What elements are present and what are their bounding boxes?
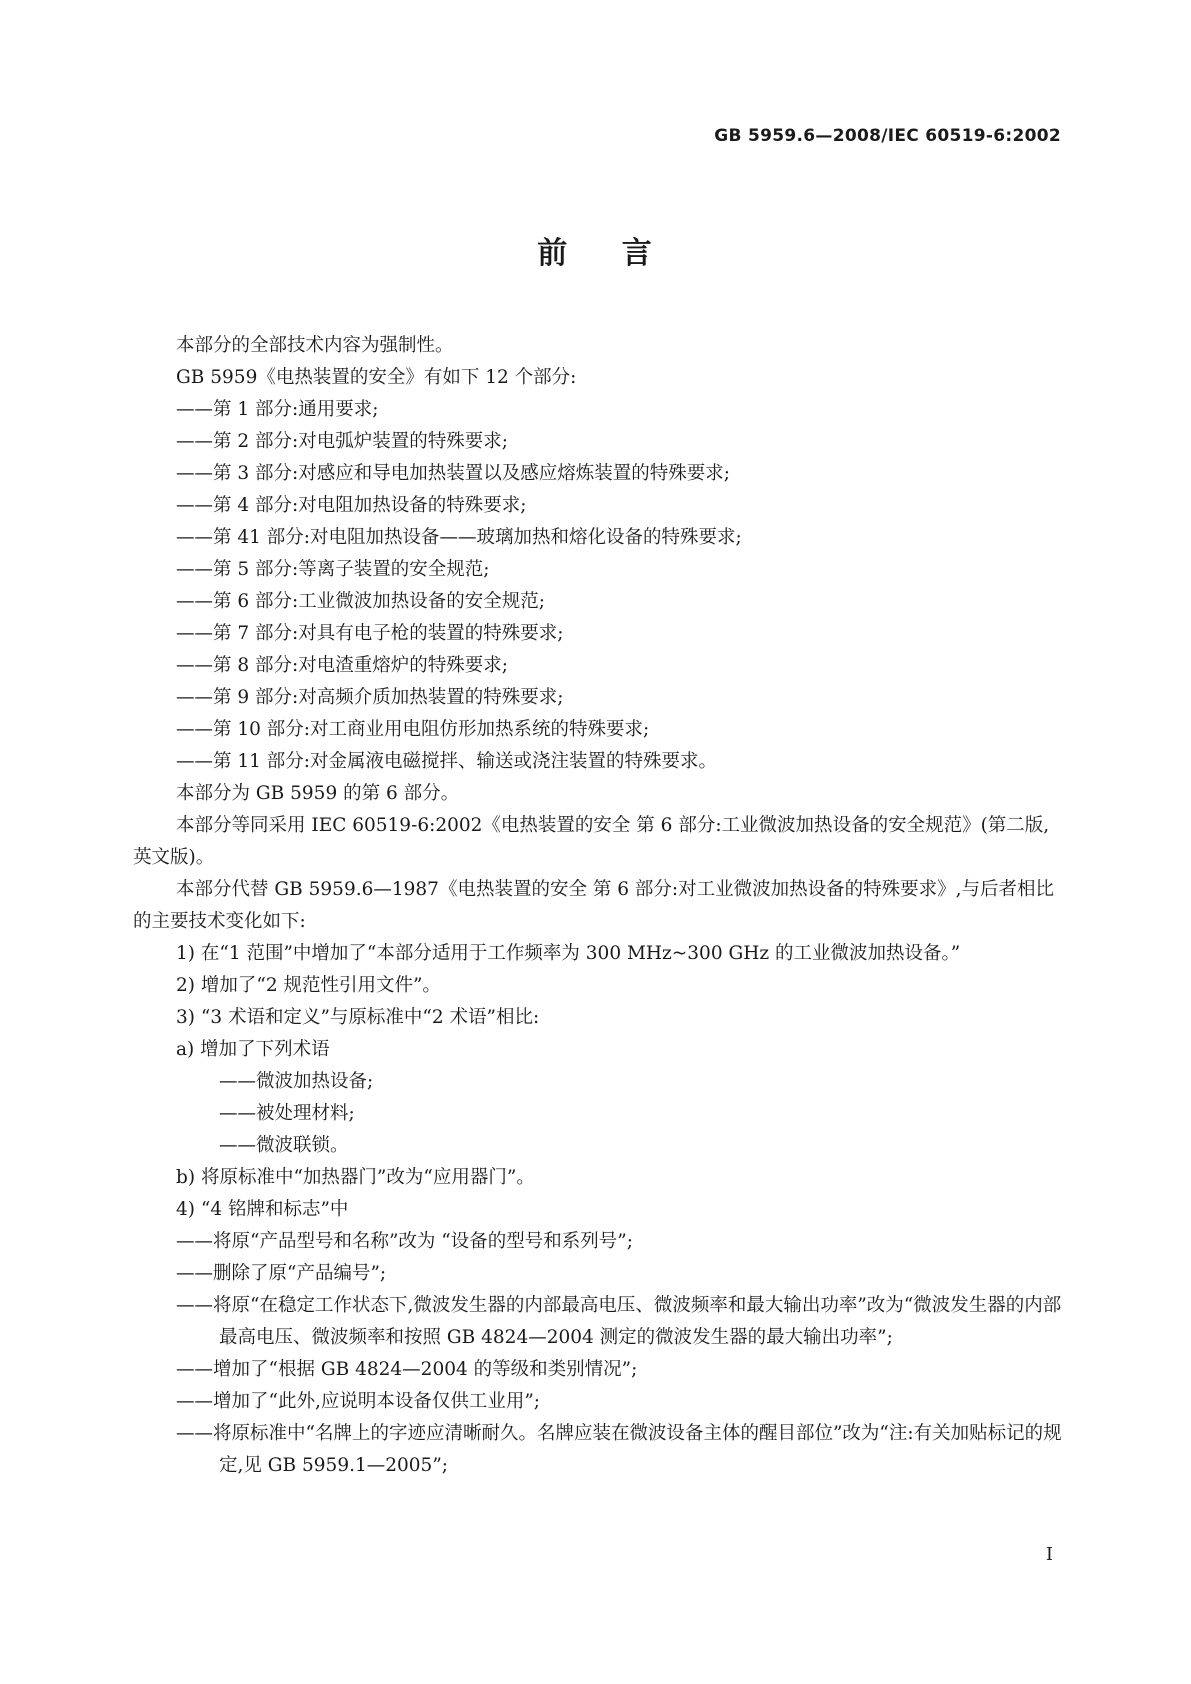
change-item-1: 1) 在“1 范围”中增加了“本部分适用于工作频率为 300 MHz~300 GHz 的工业微波加热设备。” [176, 943, 961, 964]
standard-number: GB 5959.6—2008/IEC 60519-6:2002 [714, 126, 1061, 146]
change-item-3b: b) 将原标准中“加热器门”改为“应用器门”。 [176, 1167, 535, 1188]
change-item-4: 4) “4 铭牌和标志”中 [176, 1199, 349, 1220]
paragraph-intro-parts: GB 5959《电热装置的安全》有如下 12 个部分: [176, 367, 577, 388]
paragraph-this-part: 本部分为 GB 5959 的第 6 部分。 [176, 783, 460, 804]
list-item-part: ——第 7 部分:对具有电子枪的装置的特殊要求; [176, 623, 564, 644]
page-number: I [1045, 1544, 1053, 1565]
page-title: 前 言 [537, 236, 654, 271]
list-item-part: ——第 3 部分:对感应和导电加热装置以及感应熔炼装置的特殊要求; [176, 463, 730, 484]
nameplate-change-item: ——将原“在稳定工作状态下,微波发生器的内部最高电压、微波频率和最大输出功率”改为“微波发生器的内部最高电压、微波频率和按照 GB 4824—2004 测定的微波发生器的最大输出功率”; [176, 1295, 1062, 1348]
list-item-part: ——第 6 部分:工业微波加热设备的安全规范; [176, 591, 545, 612]
list-item-part: ——第 2 部分:对电弧炉装置的特殊要求; [176, 431, 508, 452]
paragraph-replaces: 本部分代替 GB 5959.6—1987《电热装置的安全 第 6 部分:对工业微波加热设备的特殊要求》,与后者相比的主要技术变化如下: [133, 879, 1054, 932]
list-item-part: ——第 4 部分:对电阻加热设备的特殊要求; [176, 495, 527, 516]
paragraph-intro-mandatory: 本部分的全部技术内容为强制性。 [176, 335, 454, 356]
change-item-3a: a) 增加了下列术语 [176, 1039, 330, 1060]
change-item-3: 3) “3 术语和定义”与原标准中“2 术语”相比: [176, 1007, 540, 1028]
list-item-part: ——第 11 部分:对金属液电磁搅拌、输送或浇注装置的特殊要求。 [176, 751, 718, 772]
nameplate-change-item: ——将原标准中“名牌上的字迹应清晰耐久。名牌应装在微波设备主体的醒目部位”改为“注:有关加贴标记的规定,见 GB 5959.1—2005”; [176, 1423, 1062, 1476]
nameplate-change-item: ——增加了“此外,应说明本设备仅供工业用”; [176, 1391, 541, 1412]
term-item: ——微波联锁。 [219, 1135, 349, 1156]
term-item: ——微波加热设备; [219, 1071, 374, 1092]
paragraph-equivalence: 本部分等同采用 IEC 60519-6:2002《电热装置的安全 第 6 部分:工业微波加热设备的安全规范》(第二版,英文版)。 [133, 815, 1050, 868]
nameplate-change-item: ——增加了“根据 GB 4824—2004 的等级和类别情况”; [176, 1359, 638, 1380]
list-item-part: ——第 10 部分:对工商业用电阻仿形加热系统的特殊要求; [176, 719, 650, 740]
change-item-2: 2) 增加了“2 规范性引用文件”。 [176, 975, 441, 996]
list-item-part: ——第 5 部分:等离子装置的安全规范; [176, 559, 490, 580]
list-item-part: ——第 9 部分:对高频介质加热装置的特殊要求; [176, 687, 564, 708]
list-item-part: ——第 1 部分:通用要求; [176, 399, 379, 420]
term-item: ——被处理材料; [219, 1103, 355, 1124]
document-body [133, 330, 1065, 1482]
list-item-part: ——第 41 部分:对电阻加热设备——玻璃加热和熔化设备的特殊要求; [176, 527, 742, 548]
nameplate-change-item: ——将原“产品型号和名称”改为 “设备的型号和系列号”; [176, 1231, 633, 1252]
list-item-part: ——第 8 部分:对电渣重熔炉的特殊要求; [176, 655, 508, 676]
nameplate-change-item: ——删除了原“产品编号”; [176, 1263, 387, 1284]
